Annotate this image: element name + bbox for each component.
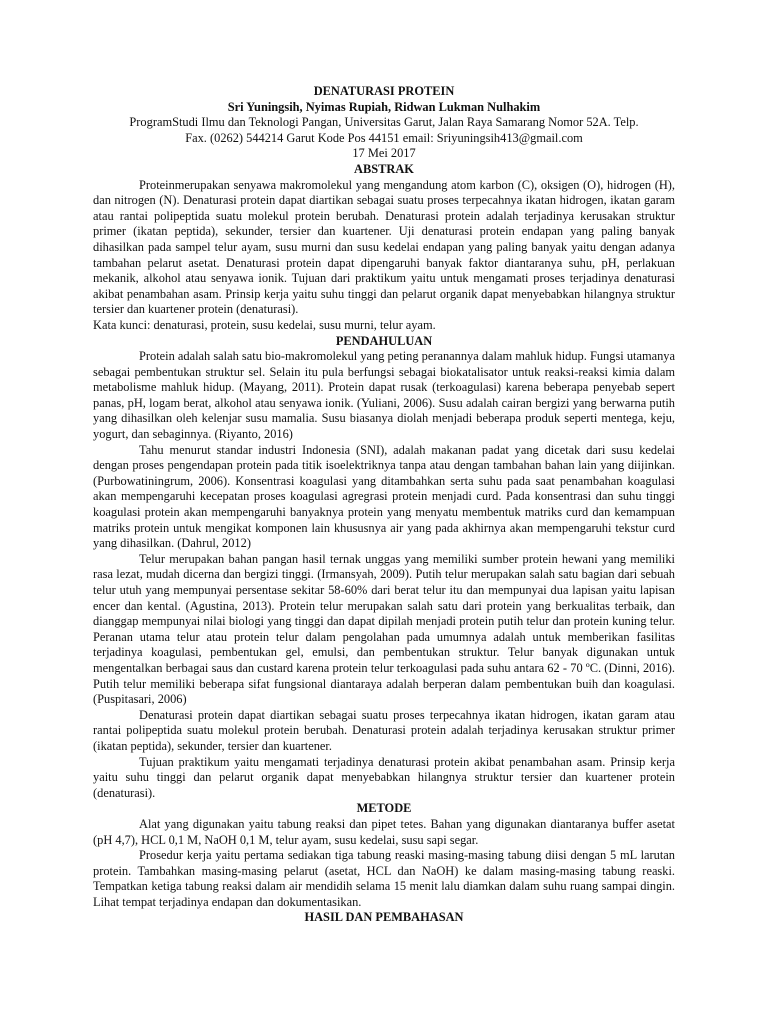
paper-date: 17 Mei 2017	[352, 146, 416, 161]
results-heading: HASIL DAN PEMBAHASAN	[304, 910, 464, 925]
author-list: Sri Yuningsih, Nyimas Rupiah, Ridwan Lukman Nulhakim	[227, 99, 541, 114]
intro-paragraph-1: Protein adalah salah satu bio-makromolekul yang peting peranannyа dalam mahluk hidup. Fungsi utamanya sebagai pembentukan struktur sel. Selain itu pula berfungsi sebagai biokatalisator untuk reaksi-reaksi kimia dalam metabolisme mahluk hidup. (Mayang, 2011). Protein dapat rusak (terkoagulasi) karena beberapa penyebab sepert panas, pH, logam berat, alkohol atau senyawa ionik. (Yuliani, 2006). Susu adalah cairan bergizi yang berwarna putih yang dihasilkan oleh kelenjar susu mamalia. Susu biasanya diolah menjadi beberapa produk seperti mentega, keju, yogurt, dan sebaginnya. (Riyanto, 2016)	[93, 349, 675, 442]
intro-paragraph-2: Tahu menurut standar industri Indonesia (SNI), adalah makanan padat yang dicetak dari susu kedelai dengan proses pengendapan protein pada titik isoelektriknya tanpa atau dengan tambahan bahan lain yang diijinkan. (Purbowatiningrum, 2006). Konsentrasi koagulasi yang ditambahkan serta suhu pada saat penambahan koagulasi akan mempengaruhi kecepatan proses koagulasi agregrasi protein menjadi curd. Pada konsentrasi dan suhu tinggi koagulasi protein akan mempengaruhi banyaknya protein yang menyatu membentuk matriks curd dan kemampuan matriks protein untuk mengikat komponen lain khususnya air yang pada akhirnya akan mempengaruhi tekstur curd yang dihasilkan. (Dahrul, 2012)	[93, 442, 675, 551]
methods-paragraph-1: Alat yang digunakan yaitu tabung reaksi dan pipet tetes. Bahan yang digunakan diantaranya buffer asetat (pH 4,7), HCL 0,1 M, NaOH 0,1 M, telur ayam, susu kedelai, susu sapi segar.	[93, 816, 675, 847]
intro-paragraph-5: Tujuan praktikum yaitu mengamati terjadinya denaturasi protein akibat penambahan asam. Prinsip kerja yaitu suhu tinggi dan pelarut organik dapat menyebabkan hilangnya struktur tersier dan kuartener protein (denaturasi).	[93, 754, 675, 800]
abstract-heading: ABSTRAK	[354, 161, 414, 176]
affiliation-line-1: ProgramStudi Ilmu dan Teknologi Pangan, Universitas Garut, Jalan Raya Samarang Nomor 52A. Telp.	[129, 115, 639, 130]
intro-paragraph-3: Telur merupakan bahan pangan hasil ternak unggas yang memiliki sumber protein hewani yang memiliki rasa lezat, mudah dicerna dan bergizi tinggi. (Irmansyah, 2009). Putih telur merupakan salah satu bagian dari sebuah telur utuh yang mempunyai persentase sekitar 58-60% dari berat telur itu dan mempunyai dua lapisan yaitu lapisan encer dan kental. (Agustina, 2013). Protein telur merupakan salah satu dari protein yang berkualitas terbaik, dan dianggap mempunyai nilai biologi yang tinggi dan dapat dipilah menjadi protein putih telur dan protein kuning telur. Peranan utama telur atau protein telur dalam pengolahan pada umumnya adalah untuk memberikan fasilitas terjadinya koagulasi, pembentukan gel, emulsi, dan pembentukan struktur. Telur banyak digunakan untuk mengentalkan berbagai saus dan custard karena protein telur terkoagulasi pada suhu antara 62 - 70 ºC. (Dinni, 2016). Putih telur memiliki beberapa sifat fungsional diantaraya adalah berperan dalam pembentukan buih dan koagulasi. (Puspitasari, 2006)	[93, 551, 675, 707]
abstract-lead-word: Protein	[139, 177, 175, 192]
abstract-text: merupakan senyawa makromolekul yang mengandung atom karbon (C), oksigen (O), hidrogen (H), dan nitrogen (N). Denaturasi protein dapat diartikan sebagai suatu proses terpecahnya ikatan hidrogen, ikatan garam atau rantai polipeptida suatu molekul protein berubah. Denaturasi protein adalah terjadinya kerusakan struktur primer (ikatan peptida), sekunder, tersier dan kuartener. Uji denaturasi protein endapan yang paling banyak dihasilkan pada sampel telur ayam, susu murni dan susu kedelai endapan yang paling banyak yaitu dengan adanya tambahan pelarut asetat. Denaturasi protein dapat dipengaruhi banyak faktor diantaranya suhu, pH, perlakuan mekanik, alkohol atau senyawa ionik. Tujuan dari praktikum yaitu untuk mengamati proses terjadinya denaturasi akibat penambahan asam. Prinsip kerja yaitu suhu tinggi dan pelarut organik dapat menyebabkan hilangnya struktur tersier dan kuartener protein (denaturasi).	[93, 177, 675, 317]
intro-heading: PENDAHULUAN	[335, 333, 433, 348]
paper-title: DENATURASI PROTEIN	[313, 84, 455, 98]
methods-heading: METODE	[356, 801, 412, 816]
intro-paragraph-4: Denaturasi protein dapat diartikan sebagai suatu proses terpecahnya ikatan hidrogen, ikatan garam atau rantai polipeptida suatu molekul protein berubah. Denaturasi protein adalah terjadinya kerusakan struktur primer (ikatan peptida), sekunder, tersier dan kuartener.	[93, 707, 675, 753]
keywords: Kata kunci: denaturasi, protein, susu kedelai, susu murni, telur ayam.	[93, 317, 436, 332]
abstract-paragraph	[93, 178, 675, 318]
methods-paragraph-2: Prosedur kerja yaitu pertama sediakan tiga tabung reaski masing-masing tabung diisi dengan 5 mL larutan protein. Tambahkan masing-masing pelarut (asetat, HCL dan NaOH) ke dalam masing-masing tabung reaski. Tempatkan ketiga tabung reaksi dalam air mendidih selama 15 menit lalu diamkan dalam suhu ruang sampai dingin. Lihat tempat terjadinya endapan dan dokumentasikan.	[93, 848, 675, 909]
affiliation-line-2: Fax. (0262) 544214 Garut Kode Pos 44151 email: Sriyuningsih413@gmail.com	[185, 130, 583, 145]
